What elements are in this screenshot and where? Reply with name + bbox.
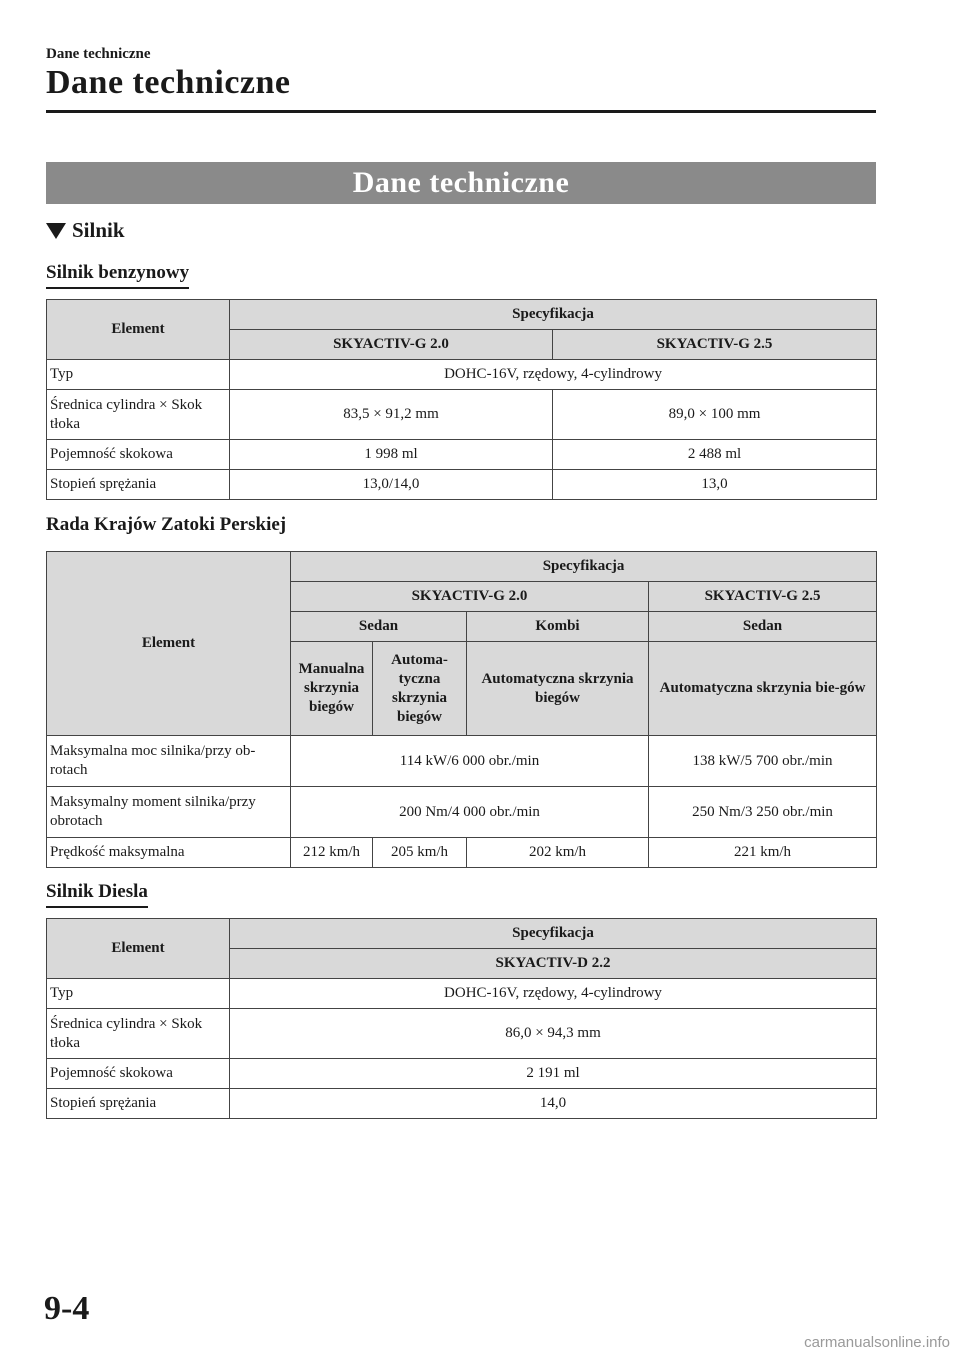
row-label: Prędkość maksymalna — [47, 838, 291, 868]
header-body: Sedan — [291, 612, 467, 642]
section-heading — [46, 218, 125, 243]
triangle-bullet-icon — [46, 223, 66, 239]
row-value: 202 km/h — [467, 838, 649, 868]
section-banner: Dane techniczne — [46, 162, 876, 204]
row-value: 221 km/h — [649, 838, 877, 868]
table-row — [47, 390, 877, 440]
header-engine: SKYACTIV-D 2.2 — [230, 949, 877, 979]
row-value: 89,0 × 100 mm — [553, 390, 877, 440]
page-number: 9-4 — [44, 1290, 90, 1327]
row-label: Maksymalny moment silnika/przy obrotach — [47, 787, 291, 838]
table-row — [47, 440, 877, 470]
table-row — [47, 470, 877, 500]
row-label: Średnica cylindra × Skok tłoka — [47, 1009, 230, 1059]
row-value: 114 kW/6 000 obr./min — [291, 736, 649, 787]
chapter-divider — [46, 110, 876, 113]
row-value: 200 Nm/4 000 obr./min — [291, 787, 649, 838]
table-row — [47, 736, 877, 787]
row-label: Pojemność skokowa — [47, 1059, 230, 1089]
running-head: Dane techniczne — [46, 46, 151, 62]
table-row — [47, 787, 877, 838]
row-value: 2 191 ml — [230, 1059, 877, 1089]
table-row — [47, 838, 877, 868]
petrol-engine-table — [46, 299, 877, 500]
header-transmission: Automa-tyczna skrzynia biegów — [373, 642, 467, 736]
header-transmission: Manualna skrzynia biegów — [291, 642, 373, 736]
row-label: Średnica cylindra × Skok tłoka — [47, 390, 230, 440]
header-specification: Specyfikacja — [291, 552, 877, 582]
row-label: Stopień sprężania — [47, 470, 230, 500]
row-value: 250 Nm/3 250 obr./min — [649, 787, 877, 838]
row-value: 212 km/h — [291, 838, 373, 868]
header-engine: SKYACTIV-G 2.0 — [291, 582, 649, 612]
header-body: Kombi — [467, 612, 649, 642]
gulf-heading: Rada Krajów Zatoki Perskiej — [46, 514, 287, 535]
header-engine: SKYACTIV-G 2.5 — [553, 330, 877, 360]
row-value: 83,5 × 91,2 mm — [230, 390, 553, 440]
table-row — [47, 1059, 877, 1089]
diesel-engine-heading: Silnik Diesla — [46, 881, 148, 908]
table-row — [47, 1009, 877, 1059]
table-row — [47, 1089, 877, 1119]
header-engine: SKYACTIV-G 2.0 — [230, 330, 553, 360]
header-element: Element — [47, 919, 230, 979]
header-element: Element — [47, 300, 230, 360]
row-value: 13,0 — [553, 470, 877, 500]
row-value: 205 km/h — [373, 838, 467, 868]
watermark: carmanualsonline.info — [804, 1334, 950, 1351]
row-label: Maksymalna moc silnika/przy ob-rotach — [47, 736, 291, 787]
header-specification: Specyfikacja — [230, 300, 877, 330]
row-value: 2 488 ml — [553, 440, 877, 470]
chapter-title: Dane techniczne — [46, 64, 291, 101]
section-heading-label: Silnik — [72, 218, 125, 242]
row-value: 1 998 ml — [230, 440, 553, 470]
row-value: DOHC-16V, rzędowy, 4-cylindrowy — [230, 360, 877, 390]
petrol-engine-heading: Silnik benzynowy — [46, 262, 189, 289]
row-value: DOHC-16V, rzędowy, 4-cylindrowy — [230, 979, 877, 1009]
header-element: Element — [47, 552, 291, 736]
header-transmission: Automatyczna skrzynia bie-gów — [649, 642, 877, 736]
gulf-engine-table — [46, 551, 877, 868]
header-transmission: Automatyczna skrzynia biegów — [467, 642, 649, 736]
header-engine: SKYACTIV-G 2.5 — [649, 582, 877, 612]
row-label: Typ — [47, 360, 230, 390]
table-row — [47, 360, 877, 390]
row-value: 13,0/14,0 — [230, 470, 553, 500]
row-label: Pojemność skokowa — [47, 440, 230, 470]
header-body: Sedan — [649, 612, 877, 642]
row-label: Typ — [47, 979, 230, 1009]
diesel-engine-table — [46, 918, 877, 1119]
header-specification: Specyfikacja — [230, 919, 877, 949]
row-label: Stopień sprężania — [47, 1089, 230, 1119]
table-row — [47, 979, 877, 1009]
row-value: 14,0 — [230, 1089, 877, 1119]
row-value: 138 kW/5 700 obr./min — [649, 736, 877, 787]
row-value: 86,0 × 94,3 mm — [230, 1009, 877, 1059]
